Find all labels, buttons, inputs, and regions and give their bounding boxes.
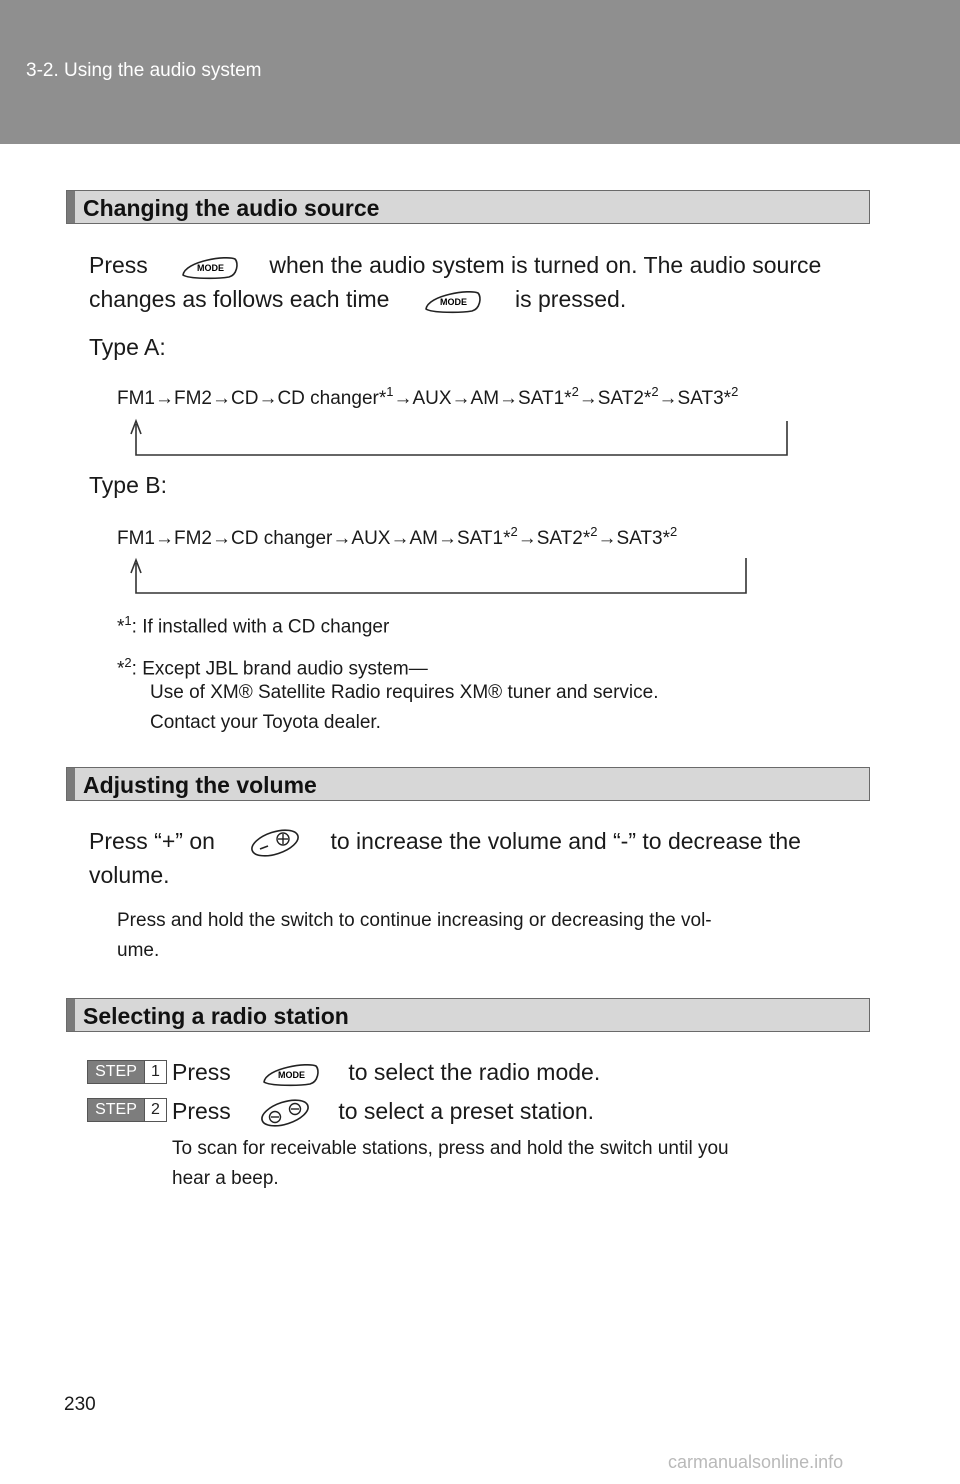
type-a-loop-arrow [131,421,787,455]
breadcrumb: 3-2. Using the audio system [26,60,262,81]
type-b-loop-arrow [131,558,746,593]
instruction-line [89,248,821,282]
section-title: Changing the audio source [83,195,380,221]
volume-note-line-2: ume. [117,940,160,961]
sequence-item: SAT1* [518,388,572,409]
footnote-ref: 2 [571,384,579,399]
sequence-arrow: → [390,528,410,549]
sequence-item: CD changer* [277,388,387,409]
text-continuation: when the audio system is turned on. The audio source [269,252,822,278]
mode-button-icon [177,253,241,281]
svg-text:MODE: MODE [440,296,468,307]
sequence-arrow: → [212,388,231,409]
step-label: STEP [88,1099,144,1121]
type-a-sequence [117,384,738,410]
section-title: Selecting a radio station [83,1003,349,1029]
sequence-arrow: → [212,528,231,549]
footnote-ref: 2 [731,384,739,399]
watermark: carmanualsonline.info [668,1452,844,1472]
section-heading-radio [66,998,870,1032]
svg-text:MODE: MODE [196,262,224,273]
footnote-ref: 2 [590,524,598,539]
footnote-ref: 1 [386,384,394,399]
text-is-pressed: is pressed. [515,286,627,312]
volume-note-line-1: Press and hold the switch to continue increasing or decreasing the vol- [117,910,712,931]
footnote-1: *$^1$: If installed with a CD changer [117,613,390,638]
section-heading-volume [66,767,870,801]
volume-switch-icon [248,828,302,858]
sequence-arrow: → [658,388,678,409]
footnote-ref: 2 [669,524,678,539]
sequence-arrow: → [517,528,537,549]
sequence-item: FM2 [174,528,212,549]
instruction-line-volume: volume. [89,862,170,888]
step-1-text: Press MODE to select the radio mode. [172,1055,600,1089]
footnote-2-line-3: Contact your Toyota dealer. [150,712,381,733]
sequence-item: CD [231,388,259,409]
sequence-arrow: → [393,388,413,409]
page-header [0,0,960,144]
section-heading-audio-source [66,190,870,224]
step-1-badge [87,1060,167,1084]
page-number: 230 [64,1394,96,1415]
type-b-sequence [117,524,677,550]
heading-marker [67,191,75,223]
sequence-item: FM2 [174,388,212,409]
sequence-arrow: → [499,388,519,409]
sequence-item: SAT2* [597,388,652,409]
heading-marker [67,999,75,1031]
footnote-ref: 2 [651,384,659,399]
footnote-ref: 2 [510,524,518,539]
step-2-text: Press to select a preset station. [172,1094,594,1128]
sequence-item: AUX [412,388,452,409]
footnote-2: *$^2$: Except JBL brand audio system— [117,655,428,680]
text-press-plus: Press “+” on [89,828,215,854]
text-changes: changes as follows each time [89,286,390,312]
instruction-line [89,824,801,858]
type-b-label: Type B: [89,472,167,498]
type-a-label: Type A: [89,334,166,360]
sequence-item: AM [470,388,500,409]
sequence-item: AUX [351,528,391,549]
step-2-badge [87,1098,167,1122]
sequence-arrow: → [437,528,457,549]
heading-marker [67,768,75,800]
sequence-arrow: → [578,388,598,409]
section-title: Adjusting the volume [83,772,317,798]
sequence-arrow: → [155,388,174,409]
sequence-item: CD changer [231,528,333,549]
text-press: Press [89,252,148,278]
sequence-arrow: → [258,388,278,409]
footnote-2-line-2: Use of XM® Satellite Radio requires XM® tuner and service. [150,682,659,703]
radio-note-line-2: hear a beep. [172,1168,279,1189]
sequence-item: AM [409,528,438,549]
step-number: 2 [144,1099,166,1121]
text-increase-decrease: to increase the volume and “-” to decrease the [330,828,801,854]
svg-text:MODE: MODE [277,1069,305,1080]
instruction-line [89,282,626,316]
sequence-arrow: → [451,388,471,409]
sequence-item: SAT1* [456,528,511,549]
sequence-item: SAT2* [536,528,591,549]
step-number: 1 [144,1061,166,1083]
sequence-arrow: → [155,528,174,549]
sequence-arrow: → [597,528,617,549]
sequence-item: SAT3* [677,388,732,409]
mode-button-icon [420,287,484,315]
sequence-arrow: → [332,528,352,549]
mode-button-icon [258,1060,322,1088]
sequence-item: SAT3* [616,528,670,549]
radio-note-line-1: To scan for receivable stations, press and hold the switch until you [172,1138,729,1159]
sequence-item: FM1 [117,388,155,409]
sequence-item: FM1 [117,528,155,549]
step-label: STEP [88,1061,144,1083]
preset-switch-icon [258,1098,312,1128]
